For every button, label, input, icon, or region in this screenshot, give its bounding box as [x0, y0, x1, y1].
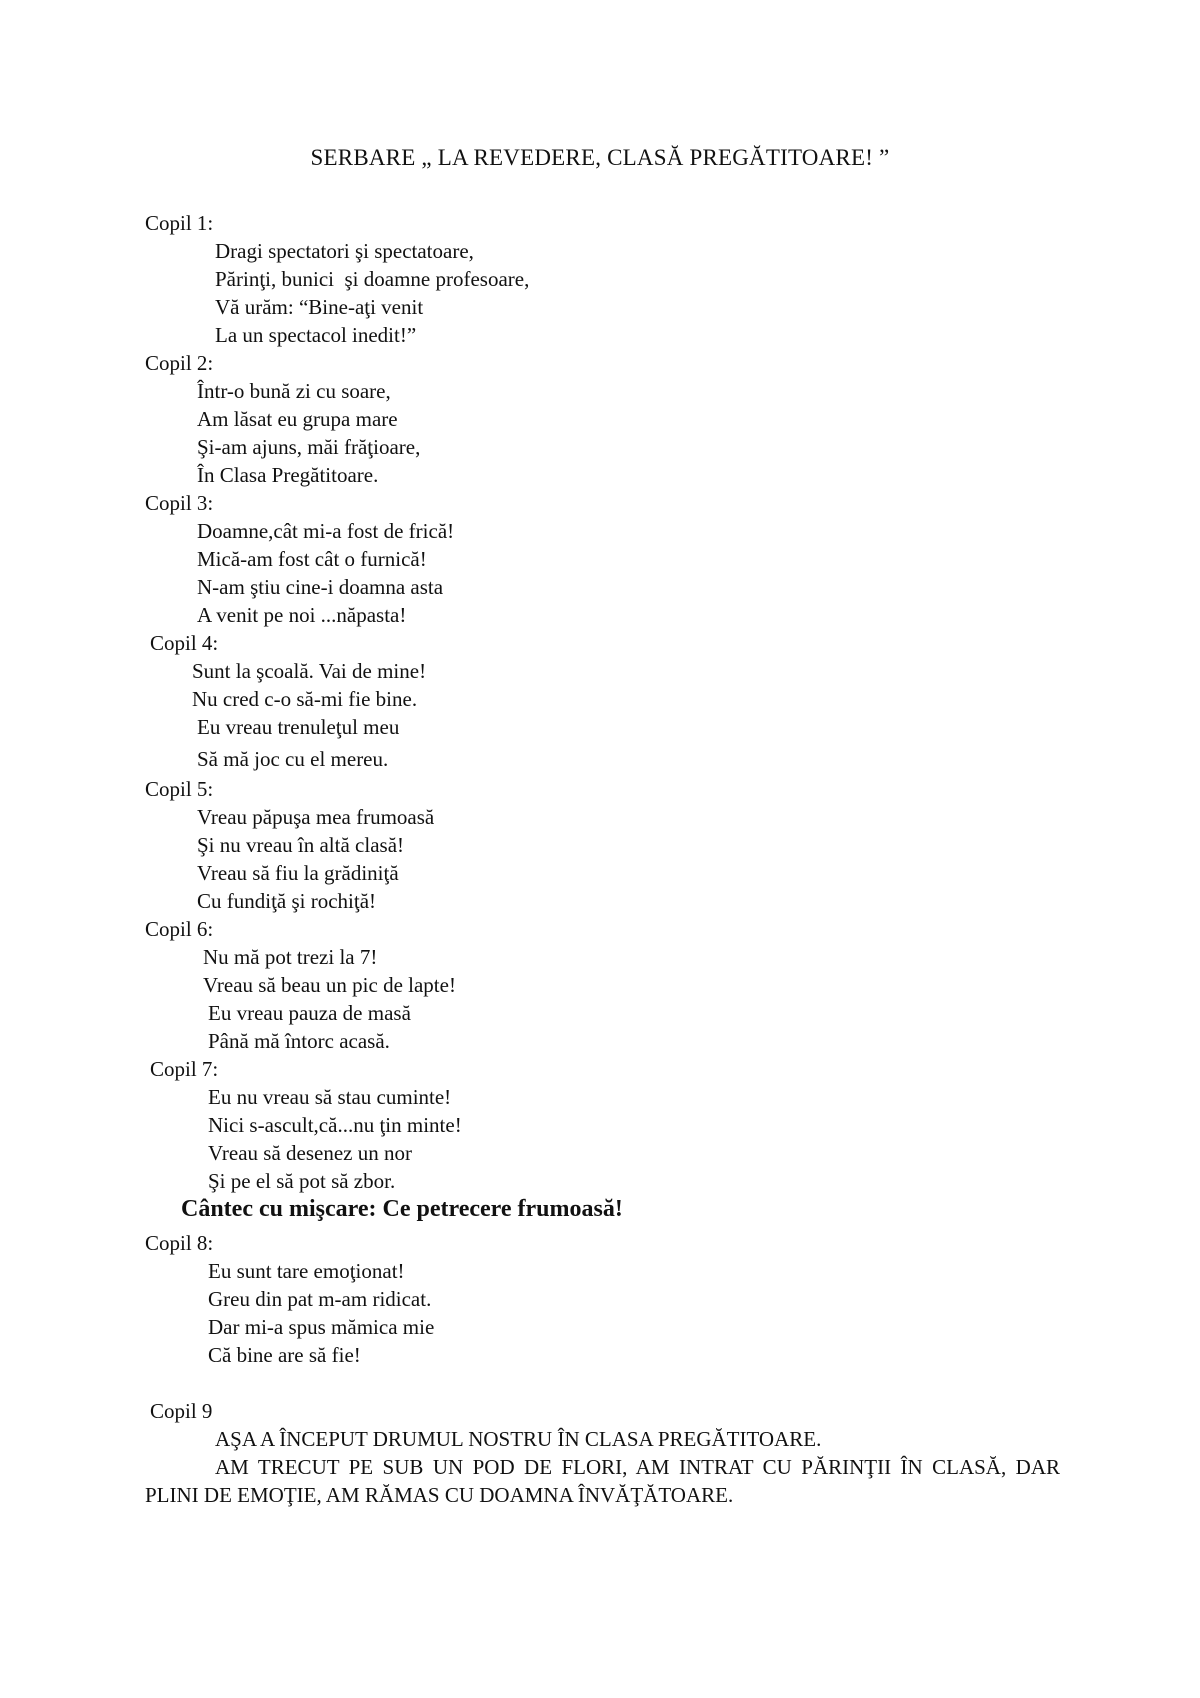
- closing-line: AŞA A ÎNCEPUT DRUMUL NOSTRU ÎN CLASA PREGĂTITOARE.: [215, 1427, 822, 1451]
- verse-line: Eu nu vreau să stau cuminte!: [208, 1085, 452, 1109]
- verse-line: Părinţi, bunici şi doamne profesoare,: [215, 267, 530, 291]
- verse-line: Într-o bună zi cu soare,: [197, 379, 391, 403]
- verse-line: Vreau să beau un pic de lapte!: [203, 973, 456, 997]
- verse-line: Până mă întorc acasă.: [208, 1029, 390, 1053]
- verse-line: În Clasa Pregătitoare.: [197, 463, 379, 487]
- speaker-label: Copil 7:: [150, 1057, 219, 1081]
- speaker-label: Copil 8:: [145, 1231, 214, 1255]
- speaker-label: Copil 3:: [145, 491, 214, 515]
- verse-line: Să mă joc cu el mereu.: [197, 747, 389, 771]
- verse-line: Nu cred c-o să-mi fie bine.: [192, 687, 418, 711]
- closing-paragraph: [145, 1453, 1060, 1509]
- verse-line: Eu vreau pauza de masă: [208, 1001, 411, 1025]
- verse-line: N-am ştiu cine-i doamna asta: [197, 575, 444, 599]
- verse-line: Eu vreau trenuleţul meu: [197, 715, 400, 739]
- song-heading: Cântec cu mişcare: Ce petrecere frumoasă!: [181, 1196, 623, 1222]
- verse-line: Cu fundiţă şi rochiţă!: [197, 889, 377, 913]
- speaker-label: Copil 9: [150, 1399, 213, 1423]
- verse-line: Şi pe el să pot să zbor.: [208, 1169, 396, 1193]
- verse-line: Vreau să fiu la grădiniţă: [197, 861, 399, 885]
- verse-line: La un spectacol inedit!”: [215, 323, 417, 347]
- verse-line: Mică-am fost cât o furnică!: [197, 547, 427, 571]
- verse-line: Că bine are să fie!: [208, 1343, 361, 1367]
- speaker-label: Copil 6:: [145, 917, 214, 941]
- verse-line: Vreau să desenez un nor: [208, 1141, 412, 1165]
- speaker-label: Copil 4:: [150, 631, 219, 655]
- verse-line: Dar mi-a spus mămica mie: [208, 1315, 435, 1339]
- speaker-label: Copil 1:: [145, 211, 214, 235]
- verse-line: Nici s-ascult,că...nu ţin minte!: [208, 1113, 462, 1137]
- closing-paragraph-text: AM TRECUT PE SUB UN POD DE FLORI, AM INTRAT CU PĂRINŢII ÎN CLASĂ, DAR PLINI DE EMOŢIE, AM RĂMAS CU DOAMNA ÎNVĂŢĂTOARE.: [145, 1455, 1060, 1507]
- speaker-label: Copil 5:: [145, 777, 214, 801]
- verse-line: Sunt la şcoală. Vai de mine!: [192, 659, 427, 683]
- verse-line: Dragi spectatori şi spectatoare,: [215, 239, 474, 263]
- verse-line: Greu din pat m-am ridicat.: [208, 1287, 432, 1311]
- verse-line: Nu mă pot trezi la 7!: [203, 945, 378, 969]
- verse-line: Vreau păpuşa mea frumoasă: [197, 805, 435, 829]
- verse-line: Eu sunt tare emoţionat!: [208, 1259, 405, 1283]
- document-title: SERBARE „ LA REVEDERE, CLASĂ PREGĂTITOARE! ”: [310, 145, 890, 170]
- verse-line: Şi nu vreau în altă clasă!: [197, 833, 405, 857]
- verse-line: A venit pe noi ...năpasta!: [197, 603, 407, 627]
- verse-line: Vă urăm: “Bine-aţi venit: [215, 295, 424, 319]
- speaker-label: Copil 2:: [145, 351, 214, 375]
- verse-line: Am lăsat eu grupa mare: [197, 407, 398, 431]
- verse-line: Şi-am ajuns, măi frăţioare,: [197, 435, 421, 459]
- verse-line: Doamne,cât mi-a fost de frică!: [197, 519, 455, 543]
